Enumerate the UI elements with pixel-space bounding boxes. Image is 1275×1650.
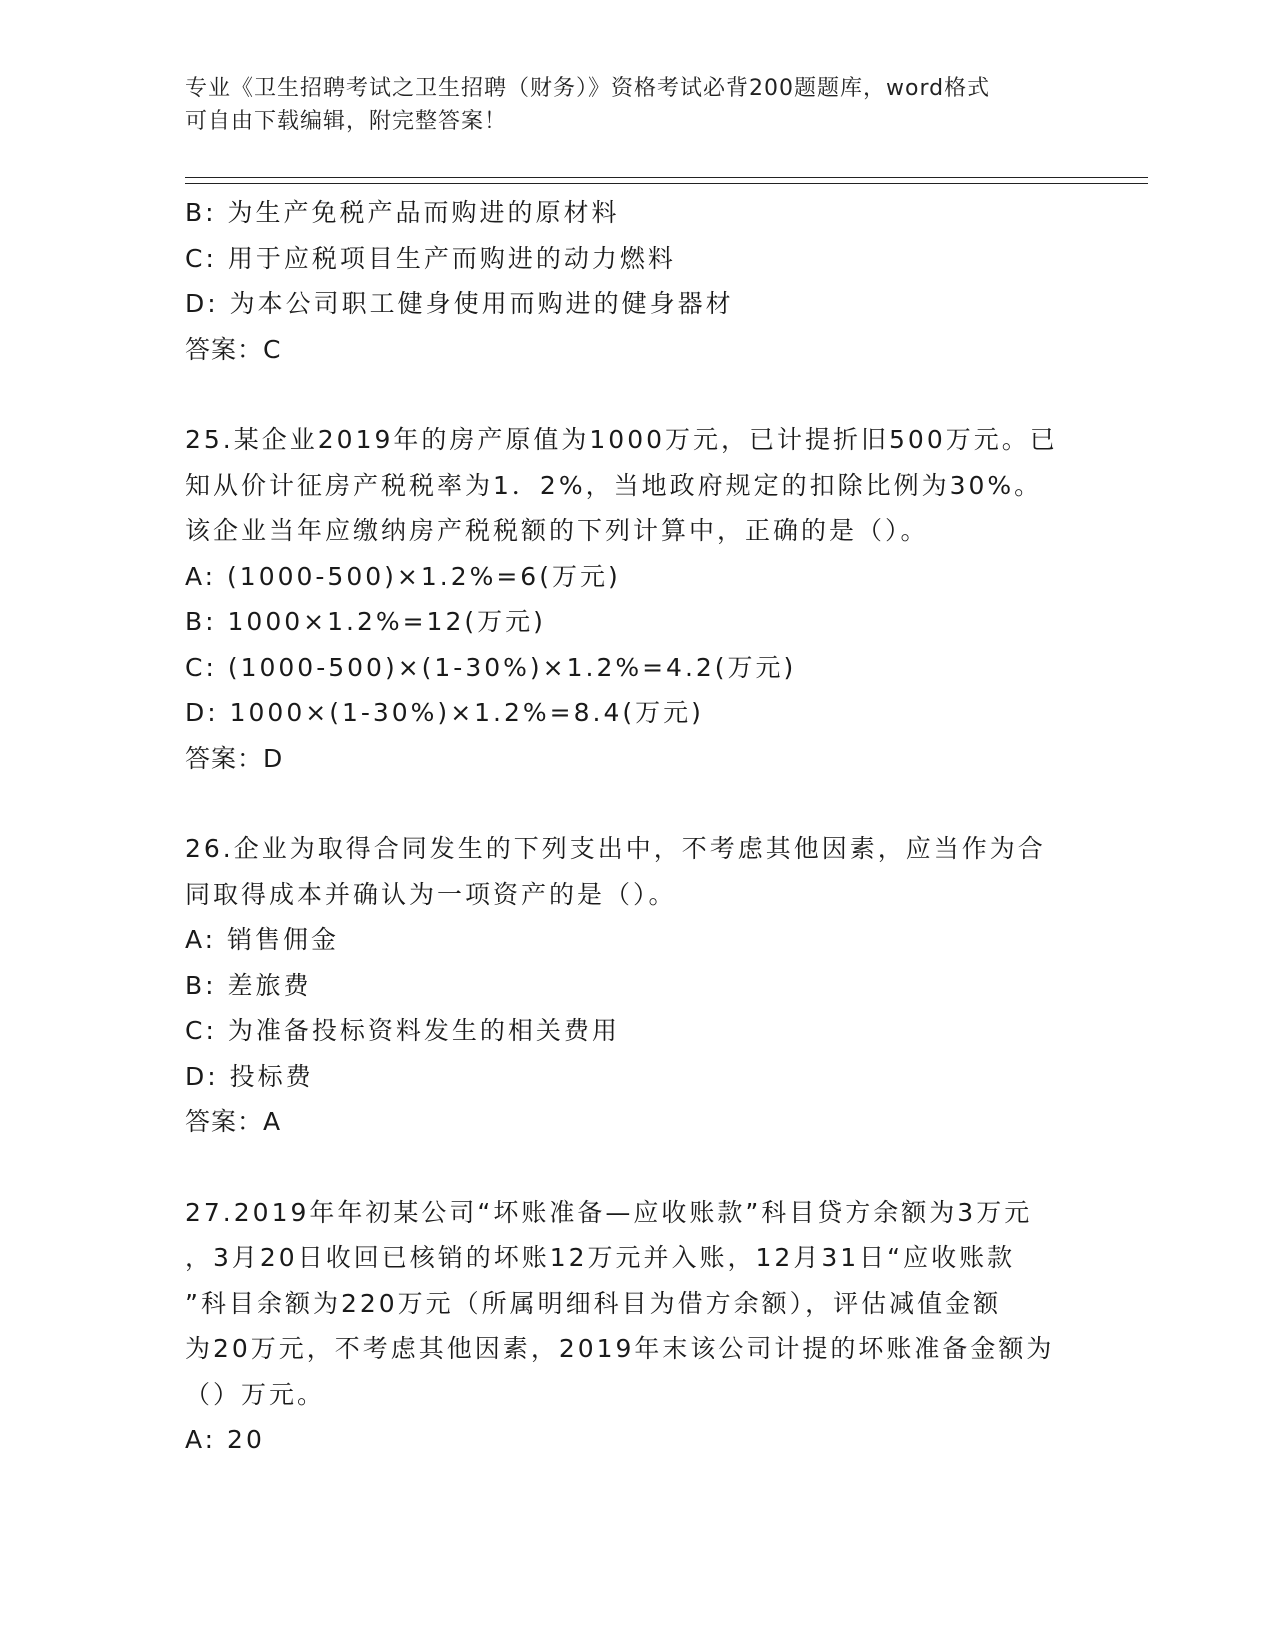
header-line-2: 可自由下载编辑，附完整答案！ — [185, 109, 508, 134]
option-a: A: 销售佣金 — [185, 925, 340, 954]
question-text-line: 该企业当年应缴纳房产税税额的下列计算中，正确的是（）。 — [185, 516, 929, 545]
header-divider — [185, 177, 1148, 184]
option-b: B: 差旅费 — [185, 970, 312, 1000]
question-text-line: 26.企业为取得合同发生的下列支出中，不考虑其他因素，应当作为合 — [185, 834, 1046, 863]
option-b: B: 1000×1.2%=12(万元) — [185, 607, 546, 636]
answer: 答案：D — [185, 743, 284, 773]
option-c: C: 用于应税项目生产而购进的动力燃料 — [185, 243, 676, 273]
option-d: D: 1000×(1-30%)×1.2%=8.4(万元) — [185, 698, 704, 727]
question-text-line: 25.某企业2019年的房产原值为1000万元，已计提折旧500万元。已 — [185, 425, 1058, 454]
question-25 — [185, 417, 1085, 781]
question-text-line: 同取得成本并确认为一项资产的是（）。 — [185, 879, 677, 909]
spacer — [185, 1145, 1085, 1190]
spacer — [185, 781, 1085, 826]
option-c: C: 为准备投标资料发生的相关费用 — [185, 1016, 620, 1045]
question-text-line: （）万元。 — [185, 1379, 326, 1409]
question-text-line: 知从价计征房产税税率为1．2%，当地政府规定的扣除比例为30%。 — [185, 470, 1043, 500]
header-line-1: 专业《卫生招聘考试之卫生招聘（财务）》资格考试必背200题题库，word格式 — [185, 76, 991, 101]
question-text-line: ”科目余额为220万元（所属明细科目为借方余额），评估减值金额 — [185, 1288, 1002, 1318]
option-b: B: 为生产免税产品而购进的原材料 — [185, 198, 620, 227]
question-24 — [185, 190, 1085, 372]
question-27 — [185, 1190, 1085, 1463]
question-26 — [185, 826, 1085, 1145]
option-a: A: (1000-500)×1.2%=6(万元) — [185, 561, 621, 591]
question-text-line: 为20万元，不考虑其他因素，2019年末该公司计提的坏账准备金额为 — [185, 1334, 1055, 1363]
option-d: D: 投标费 — [185, 1061, 314, 1091]
question-content — [185, 190, 1085, 1463]
option-c: C: (1000-500)×(1-30%)×1.2%=4.2(万元) — [185, 652, 797, 682]
question-text-line: ，3月20日收回已核销的坏账12万元并入账，12月31日“应收账款 — [185, 1243, 1016, 1272]
spacer — [185, 372, 1085, 417]
answer: 答案：A — [185, 1107, 282, 1136]
option-d: D: 为本公司职工健身使用而购进的健身器材 — [185, 289, 734, 318]
question-text-line: 27.2019年年初某公司“坏账准备—应收账款”科目贷方余额为3万元 — [185, 1197, 1033, 1227]
answer: 答案：C — [185, 334, 282, 364]
document-header — [185, 72, 1085, 138]
option-a: A: 20 — [185, 1425, 265, 1454]
